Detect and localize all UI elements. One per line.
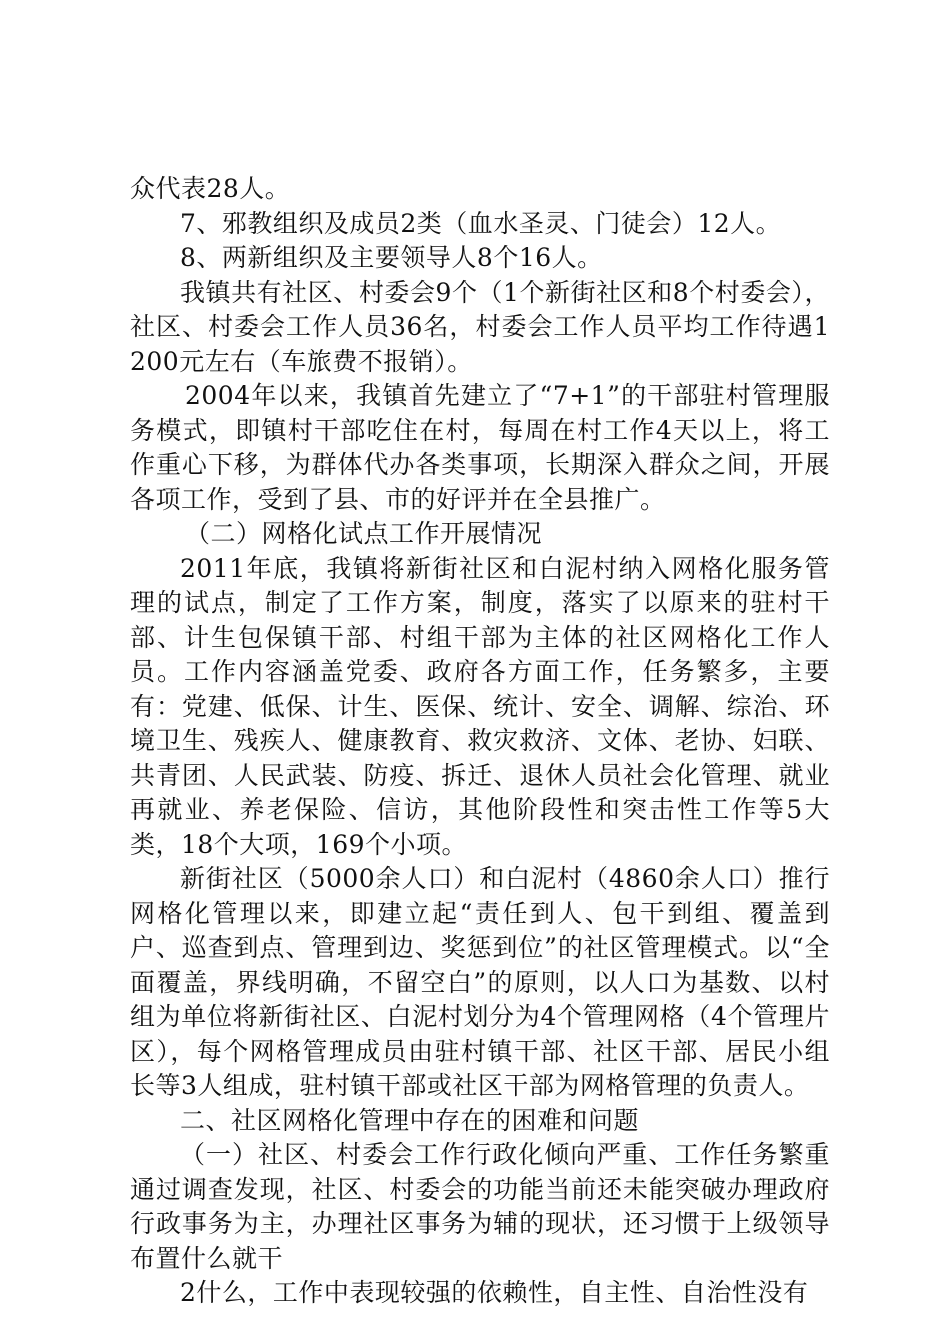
- paragraph-2004-model: 2004年以来，我镇首先建立了“7+1”的干部驻村管理服务模式，即镇村干部吃住在村，每周在村工作4天以上，将工作重心下移，为群体代办各类事项，长期深入群众之间，开展各项工作，受到了县、市的好评并在全县推广。: [130, 381, 830, 514]
- paragraph-community-count: 我镇共有社区、村委会9个（1个新街社区和8个村委会），社区、村委会工作人员36名，村委会工作人员平均工作待遇1200元左右（车旅费不报销）。: [130, 277, 830, 376]
- paragraph-2011-pilot: 2011年底，我镇将新街社区和白泥村纳入网格化服务管理的试点，制定了工作方案，制度，落实了以原来的驻村干部、计生包保镇干部、村组干部为主体的社区网格化工作人员。工作内容涵盖党委、政府各方面工作，任务繁多，主要有：党建、低保、计生、医保、统计、安全、调解、综治、环境卫生、残疾人、健康教育、救灾救济、文体、老协、妇联、共青团、人民武装、防疫、拆迁、退休人员社会化管理、就业再就业、养老保险、信访，其他阶段性和突击性工作等5大类，18个大项，169个小项。: [130, 553, 830, 859]
- paragraph-grid-management: 新街社区（5000余人口）和白泥村（4860余人口）推行网格化管理以来，即建立起“责任到人、包干到组、覆盖到户、巡查到点、管理到边、奖惩到位”的社区管理模式。以“全面覆盖，界线明确，不留空白”的原则，以人口为基数、以村组为单位将新街社区、白泥村划分为4个管理网格（4个管理片区），每个网格管理成员由驻村镇干部、社区干部、居民小组长等3人组成，驻村镇干部或社区干部为网格管理的负责人。: [130, 864, 830, 1100]
- document-body: [130, 172, 830, 1311]
- paragraph-item-7: 7、邪教组织及成员2类（血水圣灵、门徒会）12人。: [180, 208, 782, 238]
- paragraph-continuation: 众代表28人。: [130, 174, 291, 203]
- paragraph-page-continuation: 2什么，工作中表现较强的依赖性，自主性、自治性没有: [180, 1278, 809, 1307]
- section-heading-grid-pilot: （二）网格化试点工作开展情况: [185, 519, 543, 548]
- paragraph-item-8: 8、两新组织及主要领导人8个16人。: [180, 243, 603, 272]
- paragraph-administrative-tendency: （一）社区、村委会工作行政化倾向严重、工作任务繁重通过调查发现，社区、村委会的功能当前还未能突破办理政府行政事务为主，办理社区事务为辅的现状，还习惯于上级领导布置什么就干: [130, 1140, 830, 1273]
- section-heading-problems: 二、社区网格化管理中存在的困难和问题: [180, 1105, 640, 1135]
